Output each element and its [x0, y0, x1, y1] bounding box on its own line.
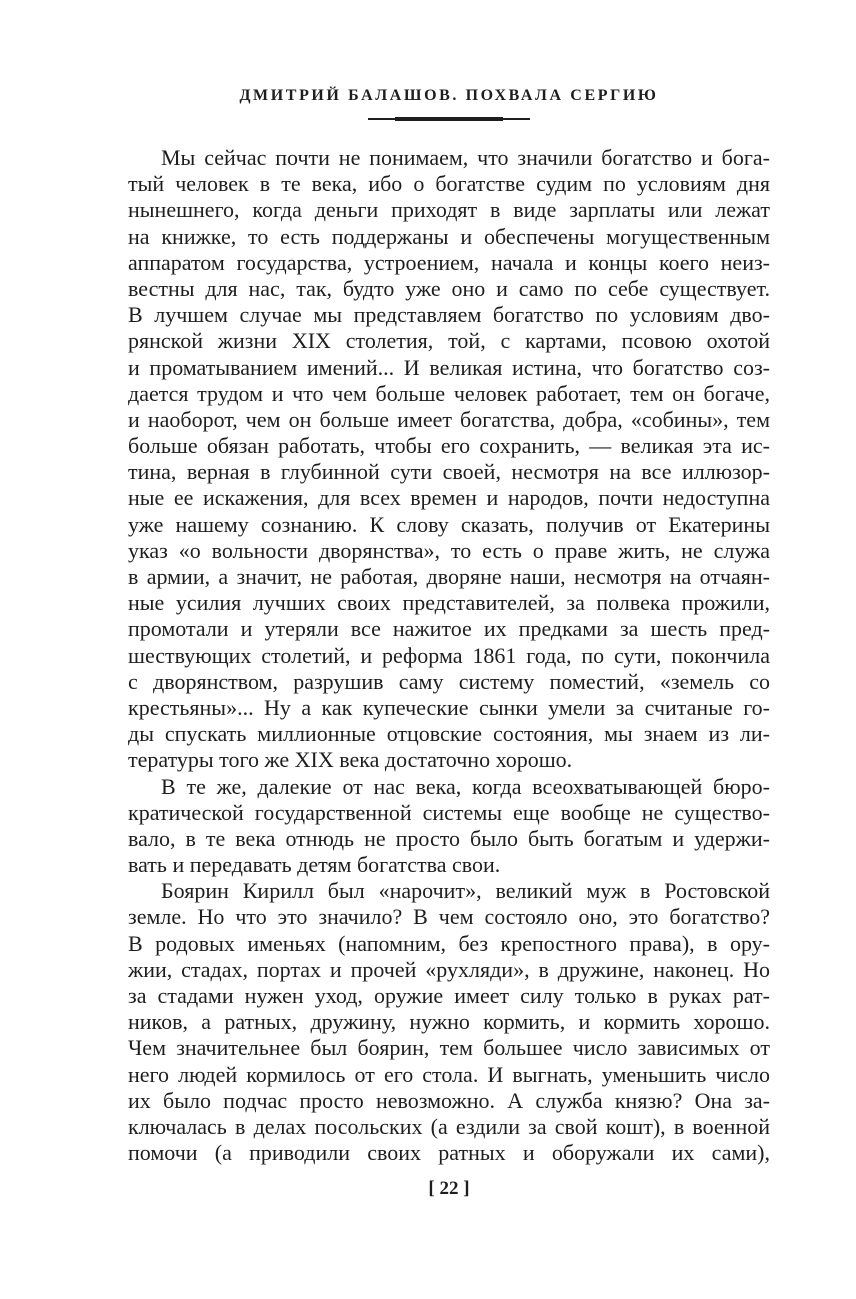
text-line: на книжке, то есть поддержаны и обеспечены могущественным: [128, 223, 770, 249]
text-line: ключалась в делах посольских (а ездили за свой кошт), в военной: [128, 1113, 770, 1139]
text-line: помочи (а приводили своих ратных и оборужали их сами),: [128, 1140, 770, 1166]
text-line: ные ее искажения, для всех времен и народов, почти недоступна: [128, 485, 770, 511]
title-rule: [368, 116, 530, 122]
text-line: Мы сейчас почти не понимаем, что значили богатство и бога-: [161, 145, 770, 170]
text-block: [128, 0, 770, 1166]
page-number: [ 22 ]: [428, 1178, 470, 1199]
text-line: в армии, а значит, не работая, дворяне наши, несмотря на отчаян-: [128, 564, 770, 589]
text-line: Чем значительнее был боярин, тем большее число зависимых от: [128, 1035, 770, 1061]
text-line: уже нашему сознанию. К слову сказать, получив от Екатерины: [128, 511, 770, 537]
text-line: указ «о вольности дворянства», то есть о праве жить, не служа: [128, 537, 770, 563]
running-head: ДМИТРИЙ БАЛАШОВ. ПОХВАЛА СЕРГИЮ: [239, 87, 659, 104]
body-text: [128, 145, 770, 1166]
text-line: ников, а ратных, дружину, нужно кормить, и кормить хорошо.: [128, 1009, 770, 1035]
paragraph: [128, 774, 770, 879]
text-line: вать и передавать детям богатства свои.: [128, 852, 501, 878]
text-line: нынешнего, когда деньги приходят в виде зарплаты или лежат: [128, 197, 770, 223]
text-line: и наоборот, чем он больше имеет богатства, добра, «собины», тем: [128, 406, 770, 432]
paragraph: [128, 878, 770, 1166]
text-line: тый человек в те века, ибо о богатстве судим по условиям дня: [128, 171, 770, 197]
text-line: ные усилия лучших своих представителей, за полвека прожили,: [128, 590, 770, 616]
text-line: жии, стадах, портах и прочей «рухляди», в дружине, наконец. Но: [128, 956, 770, 982]
text-line: тературы того же XIX века достаточно хорошо.: [128, 747, 573, 773]
text-line: В родовых именьях (напомним, без крепостного права), в ору-: [128, 930, 770, 956]
text-line: шествующих столетий, и реформа 1861 года, по сути, покончила: [128, 642, 770, 668]
title-rule-thick-line: [395, 117, 503, 121]
text-line: кратической государственной системы еще вообще не существо-: [128, 799, 770, 825]
text-line: вало, в те века отнюдь не просто было быть богатым и удержи-: [128, 825, 770, 851]
text-line: рянской жизни XIX столетия, той, с картами, псовою охотой: [128, 328, 770, 354]
text-line: тина, верная в глубинной сути своей, несмотря на все иллюзор-: [128, 459, 770, 485]
text-line: и проматыванием имений... И великая истина, что богатство соз-: [128, 354, 770, 380]
text-line: с дворянством, разрушив саму систему поместий, «земель со: [128, 668, 770, 694]
text-line: В те же, далекие от нас века, когда всеохватывающей бюро-: [161, 773, 770, 799]
paragraph: [128, 145, 770, 774]
text-line: земле. Но что это значило? В чем состояло оно, это богатство?: [128, 904, 770, 930]
text-line: дается трудом и что чем больше человек работает, тем он богаче,: [128, 380, 770, 406]
text-line: их было подчас просто невозможно. А служба князю? Она за-: [128, 1087, 770, 1113]
text-line: Боярин Кирилл был «нарочит», великий муж в Ростовской: [161, 878, 770, 904]
text-line: больше обязан работать, чтобы его сохранить, — великая эта ис-: [128, 433, 770, 459]
text-line: В лучшем случае мы представляем богатство по условиям дво-: [128, 302, 770, 328]
text-line: него людей кормилось от его стола. И выгнать, уменьшить число: [128, 1061, 770, 1087]
text-line: промотали и утеряли все нажитое их предками за шесть пред-: [128, 616, 770, 642]
text-line: аппаратом государства, устроением, начала и концы коего неиз-: [128, 249, 770, 275]
text-line: за стадами нужен уход, оружие имеет силу только в руках рат-: [128, 983, 770, 1008]
text-line: ды спускать миллионные отцовские состояния, мы знаем из ли-: [128, 721, 770, 747]
text-line: вестны для нас, так, будто уже оно и само по себе существует.: [128, 275, 770, 301]
text-line: крестьяны»... Ну а как купеческие сынки умели за считаные го-: [128, 694, 770, 720]
